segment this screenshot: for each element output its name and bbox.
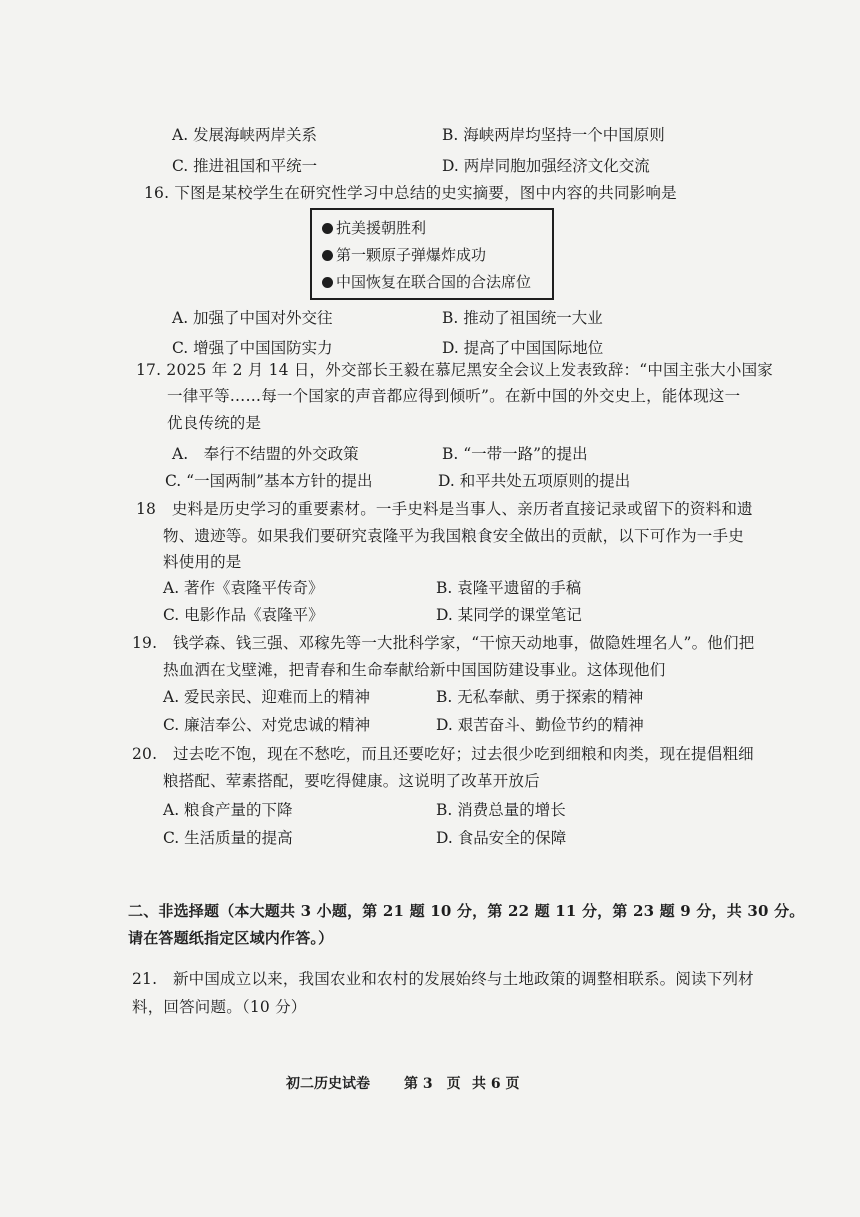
q20-option-b: B. 消费总量的增长 bbox=[436, 801, 566, 819]
q15-option-d: D. 两岸同胞加强经济文化交流 bbox=[442, 157, 650, 175]
q18-option-b: B. 袁隆平遗留的手稿 bbox=[436, 579, 582, 597]
q17-option-a: A. 奉行不结盟的外交政策 bbox=[172, 445, 359, 463]
q20-stem-line-2: 粮搭配、荤素搭配，要吃得健康。这说明了改革开放后 bbox=[163, 772, 540, 790]
q16-box-item: 抗美援朝胜利 bbox=[322, 218, 426, 238]
bullet-icon bbox=[322, 223, 333, 234]
q18-stem-line-2: 物、遗迹等。如果我们要研究袁隆平为我国粮食安全做出的贡献，以下可作为一手史 bbox=[163, 527, 744, 545]
q15-option-c: C. 推进祖国和平统一 bbox=[172, 157, 318, 175]
q21-stem-line-2: 料，回答问题。（10 分） bbox=[132, 998, 307, 1016]
q15-option-a: A. 发展海峡两岸关系 bbox=[172, 126, 318, 144]
q17-option-c: C. “一国两制”基本方针的提出 bbox=[165, 472, 373, 490]
q17-option-b: B. “一带一路”的提出 bbox=[442, 445, 588, 463]
q17-stem-line-1: 17. 2025 年 2 月 14 日，外交部长王毅在慕尼黑安全会议上发表致辞：“中国主张大小国家 bbox=[136, 361, 773, 379]
q21-stem-line-1: 21. 新中国成立以来，我国农业和农村的发展始终与土地政策的调整相联系。阅读下列材 bbox=[132, 970, 754, 988]
section-2-heading-line-1: 二、非选择题（本大题共 3 小题，第 21 题 10 分，第 22 题 11 分，第 23 题 9 分，共 30 分。 bbox=[128, 902, 805, 920]
q18-stem-line-1: 18 史料是历史学习的重要素材。一手史料是当事人、亲历者直接记录或留下的资料和遗 bbox=[136, 500, 753, 518]
bullet-icon bbox=[322, 277, 333, 288]
q17-stem-line-2: 一律平等……每一个国家的声音都应得到倾听”。在新中国的外交史上，能体现这一 bbox=[167, 387, 741, 405]
q16-summary-box bbox=[310, 208, 554, 300]
q20-option-a: A. 粮食产量的下降 bbox=[163, 801, 293, 819]
q16-option-a: A. 加强了中国对外交往 bbox=[172, 309, 333, 327]
q18-stem-line-3: 料使用的是 bbox=[163, 553, 242, 571]
q16-option-b: B. 推动了祖国统一大业 bbox=[442, 309, 603, 327]
q18-option-d: D. 某同学的课堂笔记 bbox=[436, 606, 582, 624]
q18-option-c: C. 电影作品《袁隆平》 bbox=[163, 606, 324, 624]
q16-box-item: 第一颗原子弹爆炸成功 bbox=[322, 245, 486, 265]
footer-total-pages: 共 6 页 bbox=[472, 1076, 520, 1092]
q17-stem-line-3: 优良传统的是 bbox=[167, 414, 262, 432]
bullet-icon bbox=[322, 250, 333, 261]
q20-stem-line-1: 20. 过去吃不饱，现在不愁吃，而且还要吃好；过去很少吃到细粮和肉类，现在提倡粗细 bbox=[132, 745, 754, 763]
footer-subject: 初二历史试卷 bbox=[286, 1076, 370, 1092]
q19-option-a: A. 爱民亲民、迎难而上的精神 bbox=[163, 688, 371, 706]
q19-stem-line-1: 19. 钱学森、钱三强、邓稼先等一大批科学家，“干惊天动地事，做隐姓埋名人”。他们把 bbox=[132, 634, 755, 652]
q15-option-b: B. 海峡两岸均坚持一个中国原则 bbox=[442, 126, 665, 144]
q20-option-c: C. 生活质量的提高 bbox=[163, 829, 293, 847]
q16-stem: 16. 下图是某校学生在研究性学习中总结的史实摘要，图中内容的共同影响是 bbox=[144, 184, 677, 202]
q16-box-item: 中国恢复在联合国的合法席位 bbox=[322, 272, 531, 292]
q16-option-d: D. 提高了中国国际地位 bbox=[442, 339, 604, 357]
q16-option-c: C. 增强了中国国防实力 bbox=[172, 339, 333, 357]
section-2-heading-line-2: 请在答题纸指定区域内作答。） bbox=[128, 929, 334, 947]
q19-option-c: C. 廉洁奉公、对党忠诚的精神 bbox=[163, 716, 371, 734]
q19-stem-line-2: 热血洒在戈壁滩，把青春和生命奉献给新中国国防建设事业。这体现他们 bbox=[163, 661, 666, 679]
q17-option-d: D. 和平共处五项原则的提出 bbox=[438, 472, 631, 490]
q18-option-a: A. 著作《袁隆平传奇》 bbox=[163, 579, 324, 597]
footer-page-number: 第 3 页 bbox=[404, 1076, 461, 1092]
q20-option-d: D. 食品安全的保障 bbox=[436, 829, 567, 847]
q19-option-b: B. 无私奉献、勇于探索的精神 bbox=[436, 688, 644, 706]
q19-option-d: D. 艰苦奋斗、勤俭节约的精神 bbox=[436, 716, 644, 734]
